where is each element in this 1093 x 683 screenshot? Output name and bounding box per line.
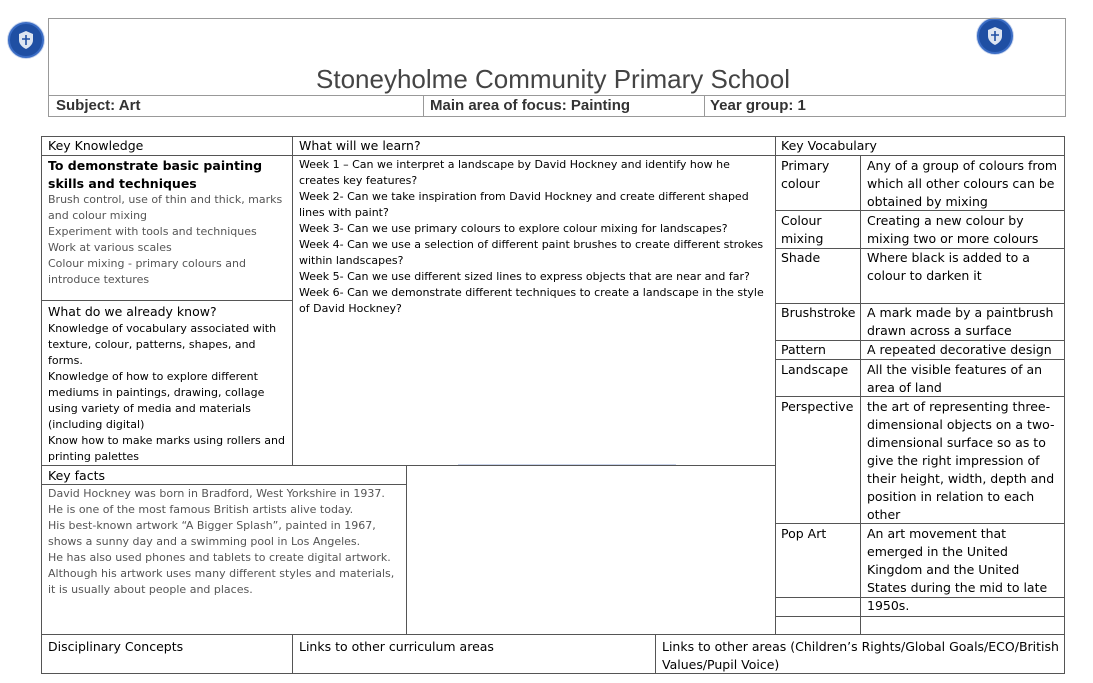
disciplinary-concepts-label: Disciplinary Concepts (48, 639, 184, 654)
curriculum-links-label: Links to other curriculum areas (299, 639, 494, 654)
key-facts-list (48, 486, 400, 598)
vocab-term: Pop Art (781, 526, 827, 541)
list-item: Knowledge of vocabulary associated with texture, colour, patterns, shapes, and forms. (48, 322, 277, 367)
learn-weeks-list (299, 157, 771, 317)
vocab-definition: A mark made by a paintbrush drawn across a surface (867, 305, 1054, 338)
subject-label: Subject: Art (56, 97, 141, 114)
list-item: Colour mixing - primary colours and introduce textures (48, 257, 246, 286)
list-item: He has also used phones and tablets to create digital artwork. (48, 551, 391, 564)
school-name: Stoneyholme Community Primary School (316, 64, 790, 94)
focus-label: Main area of focus: Painting (430, 97, 631, 114)
week-item: Week 5- Can we use different sized lines to express objects that are near and far? (299, 270, 750, 283)
list-item: His best-known artwork “A Bigger Splash”, painted in 1967, shows a sunny day and a swimming pool in Los Angeles. (48, 519, 376, 548)
vocab-term: Primary colour (781, 158, 830, 191)
vocab-term: Brushstroke (781, 305, 856, 320)
list-item: Experiment with tools and techniques (48, 225, 257, 238)
vocab-term: Landscape (781, 362, 849, 377)
vocab-term: Colour mixing (781, 213, 824, 246)
vocab-definition: Any of a group of colours from which all other colours can be obtained by mixing (867, 158, 1058, 209)
already-know-heading: What do we already know? (48, 304, 217, 319)
list-item: Know how to make marks using rollers and printing palettes (48, 434, 285, 463)
week-item: Week 1 – Can we interpret a landscape by David Hockney and identify how he creates key features? (299, 158, 730, 187)
vocab-definition: Where black is added to a colour to darken it (867, 250, 1030, 283)
key-knowledge-heading: Key Knowledge (48, 138, 144, 153)
list-item: He is one of the most famous British artists alive today. (48, 503, 354, 516)
list-item: Brush control, use of thin and thick, marks and colour mixing (48, 193, 283, 222)
already-know-list (48, 321, 288, 465)
vocab-definition: All the visible features of an area of land (867, 362, 1043, 395)
key-knowledge-title: To demonstrate basic painting skills and techniques (48, 158, 263, 191)
key-knowledge-list (48, 192, 286, 288)
year-group-label: Year group: 1 (710, 97, 806, 114)
vocab-definition: Creating a new colour by mixing two or more colours (867, 213, 1039, 246)
week-item: Week 2- Can we take inspiration from David Hockney and create different shaped lines with paint? (299, 190, 749, 219)
list-item: Knowledge of how to explore different mediums in paintings, drawing, collage using variety of media and materials (including digital) (48, 370, 265, 431)
list-item: David Hockney was born in Bradford, West Yorkshire in 1937. (48, 487, 385, 500)
week-item: Week 4- Can we use a selection of different paint brushes to create different strokes within landscapes? (299, 238, 764, 267)
list-item: Work at various scales (48, 241, 172, 254)
key-facts-heading: Key facts (48, 468, 105, 483)
learn-heading: What will we learn? (299, 138, 421, 153)
vocab-heading: Key Vocabulary (781, 138, 877, 153)
other-links-label: Links to other areas (Children’s Rights/Global Goals/ECO/British Values/Pupil Voice) (662, 639, 1059, 672)
vocab-term: Pattern (781, 342, 826, 357)
week-item: Week 6- Can we demonstrate different techniques to create a landscape in the style of David Hockney? (299, 286, 764, 315)
list-item: Although his artwork uses many different styles and materials, it is usually about people and places. (48, 567, 395, 596)
vocab-definition: An art movement that emerged in the United Kingdom and the United States during the mid to late 1950s. (867, 526, 1048, 613)
vocab-definition: A repeated decorative design (867, 342, 1052, 357)
school-crest-left-icon (8, 22, 44, 58)
week-item: Week 3- Can we use primary colours to explore colour mixing for landscapes? (299, 222, 728, 235)
vocab-definition: the art of representing three-dimensional objects on a two-dimensional surface so as to give the right impression of their height, width, depth and position in relation to each other (867, 399, 1055, 522)
vocab-term: Perspective (781, 399, 854, 414)
vocab-term: Shade (781, 250, 821, 265)
